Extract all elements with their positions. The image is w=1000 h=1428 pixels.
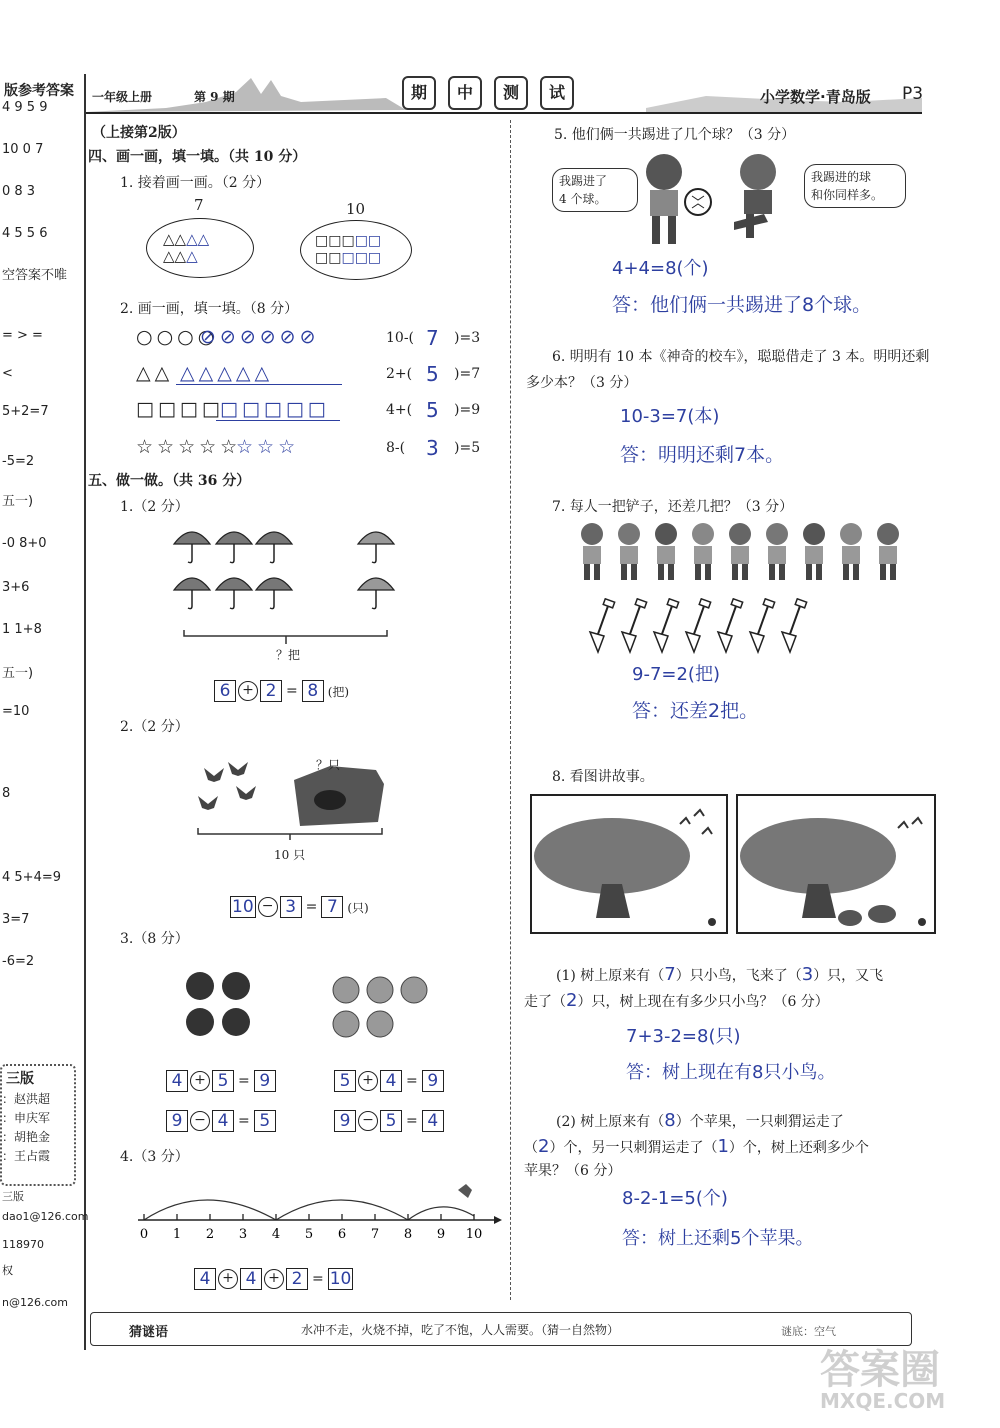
banner-char: 试 <box>540 76 574 110</box>
eq-operator: + <box>218 1269 238 1289</box>
fill-answer: 3 <box>426 436 439 460</box>
bubble-line: 和你同样多。 <box>811 188 884 202</box>
speech-bubble-left <box>552 168 638 212</box>
eq-box: 4 <box>422 1110 444 1132</box>
tick-label: 6 <box>337 1227 347 1242</box>
q8-2-text: (2) 树上原来有（ <box>556 1114 665 1130</box>
eq-operator: − <box>358 1111 378 1131</box>
apple-equation <box>334 1110 444 1132</box>
children-row-illustration <box>574 520 914 582</box>
q7-work: 9-7=2(把) <box>632 664 720 685</box>
eq-box: 7 <box>321 896 343 918</box>
tree-picture-2 <box>736 794 936 934</box>
q8-2-line2 <box>524 1136 869 1157</box>
eq-box: 4 <box>240 1268 262 1290</box>
q5-r-answer: 答：他们俩一共踢进了8个球。 <box>612 294 872 316</box>
sidebar-line: 4 5 5 6 <box>2 226 48 241</box>
q5-1-prompt: 1.（2 分） <box>120 499 189 515</box>
apples-illustration <box>180 962 440 1046</box>
shovel-icon <box>782 599 807 652</box>
eq-box: 9 <box>254 1070 276 1092</box>
fill-prefix: 2+( <box>386 366 413 382</box>
equals-sign: = <box>406 1073 418 1089</box>
q8-prompt: 8. 看图讲故事。 <box>552 769 654 785</box>
equals-sign: = <box>305 899 318 915</box>
header-subject: 小学数学·青岛版 <box>760 88 871 106</box>
sidebar-line: 4 9 5 9 <box>2 100 48 115</box>
q8-1-answer-came: 3 <box>801 964 814 985</box>
apple-equation <box>166 1070 276 1092</box>
umbrella-icon <box>174 532 210 563</box>
q5-4-prompt: 4.（3 分） <box>120 1149 189 1165</box>
sidebar-line: 空答案不唯 <box>2 268 68 283</box>
sidebar-footer-line: n@126.com <box>2 1296 68 1309</box>
kids-soccer-illustration <box>630 150 800 250</box>
sidebar-line: 0 8 3 <box>2 184 36 199</box>
watermark-text: 答案圈 <box>820 1347 940 1393</box>
eq-box: 4 <box>212 1110 234 1132</box>
printed-squares: □□□□□ □□□□□ <box>315 233 382 266</box>
eq-box: 5 <box>212 1070 234 1092</box>
sidebar-line: 5+2=7 <box>2 404 49 419</box>
tick-label: 8 <box>403 1227 413 1242</box>
apple-equation <box>166 1110 276 1132</box>
q8-1-answer-birds: 7 <box>664 964 676 985</box>
draw-row <box>136 362 516 390</box>
sidebar-line: 五一) <box>2 666 34 681</box>
child-icon <box>655 523 677 580</box>
sidebar-line: -5=2 <box>2 454 35 469</box>
shovels-row-illustration <box>568 598 828 658</box>
editor-box-lines <box>2 1090 74 1164</box>
umbrella-icon <box>358 532 394 563</box>
child-icon <box>618 523 640 580</box>
q4-1-prompt: 1. 接着画一画。（2 分） <box>120 175 271 191</box>
eq-box: 5 <box>380 1110 402 1132</box>
sidebar-line: -6=2 <box>2 954 35 969</box>
equals-sign: = <box>238 1073 250 1089</box>
drawn-symbols: ☆☆☆ <box>236 436 300 458</box>
q8-1-text: (1) 树上原来有（ <box>556 968 665 984</box>
page-header <box>86 72 922 118</box>
eq-operator: + <box>264 1269 284 1289</box>
drawn-underline <box>176 384 342 385</box>
shovel-icon <box>686 599 711 652</box>
sidebar-line: 10 0 7 <box>2 142 44 157</box>
equals-sign: = <box>286 683 298 699</box>
eq-box: 2 <box>260 680 282 702</box>
q4-1-count-7: 7 <box>194 196 204 214</box>
sidebar-footer-line: 三版 <box>2 1190 24 1203</box>
q5-2-top-label: ？只 <box>316 758 341 772</box>
q5-r-prompt: 5. 他们俩一共踢进了几个球？（3 分） <box>554 127 796 143</box>
shovel-icon <box>654 599 679 652</box>
shovel-icon <box>622 599 647 652</box>
square-group-oval <box>300 220 412 280</box>
q8-2-answer: 答：树上还剩5个苹果。 <box>622 1228 814 1249</box>
eq-unit: (把) <box>327 684 350 699</box>
sidebar-line: 3+6 <box>2 580 30 595</box>
triangle-group-oval <box>146 218 254 278</box>
banner-char: 期 <box>402 76 436 110</box>
eq-unit: (只) <box>347 900 369 915</box>
column-divider <box>510 120 511 1300</box>
q8-2-text: （ <box>524 1140 538 1156</box>
sidebar-line: 1 1+8 <box>2 622 42 637</box>
fill-suffix: )=5 <box>454 440 481 456</box>
header-banner <box>402 76 584 110</box>
q5-2-equation <box>230 896 369 918</box>
q8-2-work: 8-2-1=5(个) <box>622 1188 728 1209</box>
eq-box: 5 <box>254 1110 276 1132</box>
answer-sidebar <box>0 74 89 1350</box>
q6-line1: 6. 明明有 10 本《神奇的校车》，聪聪借走了 3 本。明明还剩 <box>552 349 930 365</box>
tick-label: 10 <box>465 1227 483 1242</box>
fill-prefix: 4+( <box>386 402 413 418</box>
q5-1-equation <box>214 680 349 702</box>
q8-1-answer-left: 2 <box>566 990 578 1011</box>
printed-triangles: △△△△ △△△ <box>163 230 210 265</box>
bubble-line: 我踢进的球 <box>811 170 872 184</box>
q8-2-answer-apples: 8 <box>664 1110 676 1131</box>
sidebar-line: 4 5+4=9 <box>2 870 62 885</box>
umbrella-icon <box>256 532 292 563</box>
eq-box: 4 <box>166 1070 188 1092</box>
sidebar-line: = > = <box>2 328 43 343</box>
fill-answer: 5 <box>426 362 439 386</box>
continued-note: （上接第2版） <box>92 125 186 141</box>
number-line <box>130 1180 510 1250</box>
eq-box: 10 <box>232 897 254 917</box>
eq-box: 4 <box>380 1070 402 1092</box>
q8-2-answer-first: 2 <box>538 1136 550 1157</box>
q8-1-text: ）只，又飞 <box>813 968 884 984</box>
eq-box: 9 <box>334 1110 356 1132</box>
umbrella-icon <box>174 578 210 609</box>
umbrella-icon <box>358 578 394 609</box>
tick-label: 9 <box>436 1227 446 1242</box>
q8-2-text: ）个苹果，一只刺猬运走了 <box>675 1114 844 1130</box>
header-grade: 一年级上册 <box>92 90 153 104</box>
drawn-symbols: ⊘⊘⊘⊘⊘⊘ <box>200 326 320 348</box>
section-4-title: 四、画一画，填一填。（共 10 分） <box>88 149 307 165</box>
fill-prefix: 8-( <box>386 440 406 456</box>
q8-2-text: ）个，另一只刺猬运走了（ <box>549 1140 718 1156</box>
sidebar-footer-line: 权 <box>2 1264 13 1277</box>
eq-box: 9 <box>422 1070 444 1092</box>
bubble-line: 4 个球。 <box>559 192 607 206</box>
q4-2-prompt: 2. 画一画，填一填。（8 分） <box>120 301 299 317</box>
speech-bubble-right <box>804 164 906 208</box>
header-issue: 第 9 期 <box>194 90 235 104</box>
eq-operator: − <box>258 897 278 917</box>
equals-sign: = <box>238 1113 250 1129</box>
fill-answer: 5 <box>426 398 439 422</box>
q8-2-line1 <box>556 1110 844 1131</box>
q8-1-text: 走了（ <box>524 994 566 1010</box>
printed-symbols: △△ <box>136 362 174 384</box>
eq-box: 10 <box>329 1269 352 1289</box>
eq-box: 2 <box>286 1268 308 1290</box>
umbrella-icon <box>256 578 292 609</box>
draw-row <box>136 326 516 354</box>
eq-box: 9 <box>166 1110 188 1132</box>
umbrella-icon <box>216 532 252 563</box>
child-icon <box>840 523 862 580</box>
editor-box-line: ：申庆军 <box>2 1111 51 1125</box>
tick-label: 7 <box>370 1227 380 1242</box>
fill-prefix: 10-( <box>386 330 415 346</box>
eq-box: 6 <box>214 680 236 702</box>
q6-answer: 答：明明还剩7本。 <box>620 444 785 466</box>
fill-suffix: )=9 <box>454 402 481 418</box>
watermark-url: MXQE.COM <box>820 1389 946 1413</box>
q8-1-text: ）只，树上现在有多少只小鸟？（6 分） <box>577 994 829 1010</box>
q8-2-answer-second: 1 <box>717 1136 729 1157</box>
eq-box: 3 <box>280 896 302 918</box>
riddle-text: 水冲不走，火烧不掉，吃了不饱，人人需要。（猜一自然物） <box>301 1323 620 1337</box>
q5-2-prompt: 2.（2 分） <box>120 719 189 735</box>
tick-label: 0 <box>139 1227 149 1242</box>
q8-1-work: 7+3-2=8(只) <box>626 1026 741 1047</box>
q7-prompt: 7. 每人一把铲子，还差几把？（3 分） <box>552 499 794 515</box>
shovel-icon <box>750 599 775 652</box>
q6-work: 10-3=7(本) <box>620 406 720 427</box>
tick-label: 1 <box>172 1227 182 1242</box>
q4-1-count-10: 10 <box>346 200 366 218</box>
child-icon <box>766 523 788 580</box>
child-icon <box>729 523 751 580</box>
header-page: P3 <box>902 84 924 104</box>
fill-answer: 7 <box>426 326 439 350</box>
apple-equation <box>334 1070 444 1092</box>
q5-1-brace-label: ？把 <box>276 648 301 662</box>
eq-box: 4 <box>194 1268 216 1290</box>
tree-picture-1 <box>530 794 728 934</box>
q8-1-line1 <box>556 964 883 985</box>
tick-label: 5 <box>304 1227 314 1242</box>
sidebar-title: 版参考答案 <box>4 83 74 99</box>
q5-2-brace-label: 10 只 <box>274 848 306 862</box>
section-5-title: 五、做一做。（共 36 分） <box>88 473 251 489</box>
eq-operator: + <box>238 681 258 701</box>
shovel-icon <box>590 599 615 652</box>
banner-char: 测 <box>494 76 528 110</box>
q5-3-prompt: 3.（8 分） <box>120 931 189 947</box>
sidebar-line: 五一) <box>2 494 34 509</box>
riddle-answer: 谜底：空气 <box>781 1325 836 1338</box>
umbrella-icon <box>216 578 252 609</box>
birds-brace <box>196 826 386 846</box>
shovel-icon <box>718 599 743 652</box>
sidebar-footer-line: dao1@126.com <box>2 1210 89 1223</box>
editor-box-line: ：赵洪超 <box>2 1092 51 1106</box>
fill-suffix: )=7 <box>454 366 481 382</box>
bubble-line: 我踢进了 <box>559 174 608 188</box>
eq-operator: − <box>190 1111 210 1131</box>
drawn-symbols: △△△△△ <box>180 362 274 384</box>
sidebar-line: =10 <box>2 704 30 719</box>
editor-box-line: ：王占霞 <box>2 1149 51 1163</box>
sidebar-footer-line: 118970 <box>2 1238 44 1251</box>
q8-1-text: ）只小鸟，飞来了（ <box>675 968 802 984</box>
watermark <box>820 1338 945 1413</box>
q5-r-work: 4+4=8(个) <box>612 258 709 279</box>
eq-operator: + <box>190 1071 210 1091</box>
q7-answer: 答：还差2把。 <box>632 700 759 722</box>
editor-box-title: 三版 <box>6 1071 34 1087</box>
q8-1-line2 <box>524 990 829 1011</box>
q5-4-equation <box>194 1268 353 1290</box>
sidebar-line: 3=7 <box>2 912 30 927</box>
sidebar-line: < <box>2 366 13 381</box>
printed-symbols: □□□□ <box>136 398 224 420</box>
eq-box: 5 <box>334 1070 356 1092</box>
banner-char: 中 <box>448 76 482 110</box>
tick-label: 3 <box>238 1227 248 1242</box>
child-icon <box>581 523 603 580</box>
printed-symbols: ○○○○ <box>136 326 219 348</box>
editor-box-line: ：胡艳金 <box>2 1130 51 1144</box>
child-icon <box>692 523 714 580</box>
eq-box: 8 <box>302 680 324 702</box>
child-icon <box>877 523 899 580</box>
eq-operator: + <box>358 1071 378 1091</box>
drawn-symbols: □□□□□ <box>220 398 330 420</box>
q8-1-answer: 答：树上现在有8只小鸟。 <box>626 1062 836 1083</box>
riddle-label: 猜谜语 <box>129 1325 169 1340</box>
draw-row <box>136 436 516 464</box>
equals-sign: = <box>312 1271 324 1287</box>
q6-line2: 多少本？（3 分） <box>526 375 638 391</box>
umbrellas-illustration <box>170 526 410 638</box>
tick-label: 4 <box>271 1227 281 1242</box>
child-icon <box>803 523 825 580</box>
fill-suffix: )=3 <box>454 330 481 346</box>
q8-2-text: ）个，树上还剩多少个 <box>728 1140 869 1156</box>
sidebar-line: -0 8+0 <box>2 536 47 551</box>
q8-2-line3: 苹果？（6 分） <box>524 1163 622 1179</box>
tick-label: 2 <box>205 1227 215 1242</box>
draw-row <box>136 398 516 426</box>
editor-box <box>0 1064 76 1186</box>
riddle-bar <box>90 1312 912 1346</box>
sidebar-line: 8 <box>2 786 11 801</box>
drawn-underline <box>216 420 340 421</box>
equals-sign: = <box>406 1113 418 1129</box>
printed-symbols: ☆☆☆☆☆ <box>136 436 242 458</box>
